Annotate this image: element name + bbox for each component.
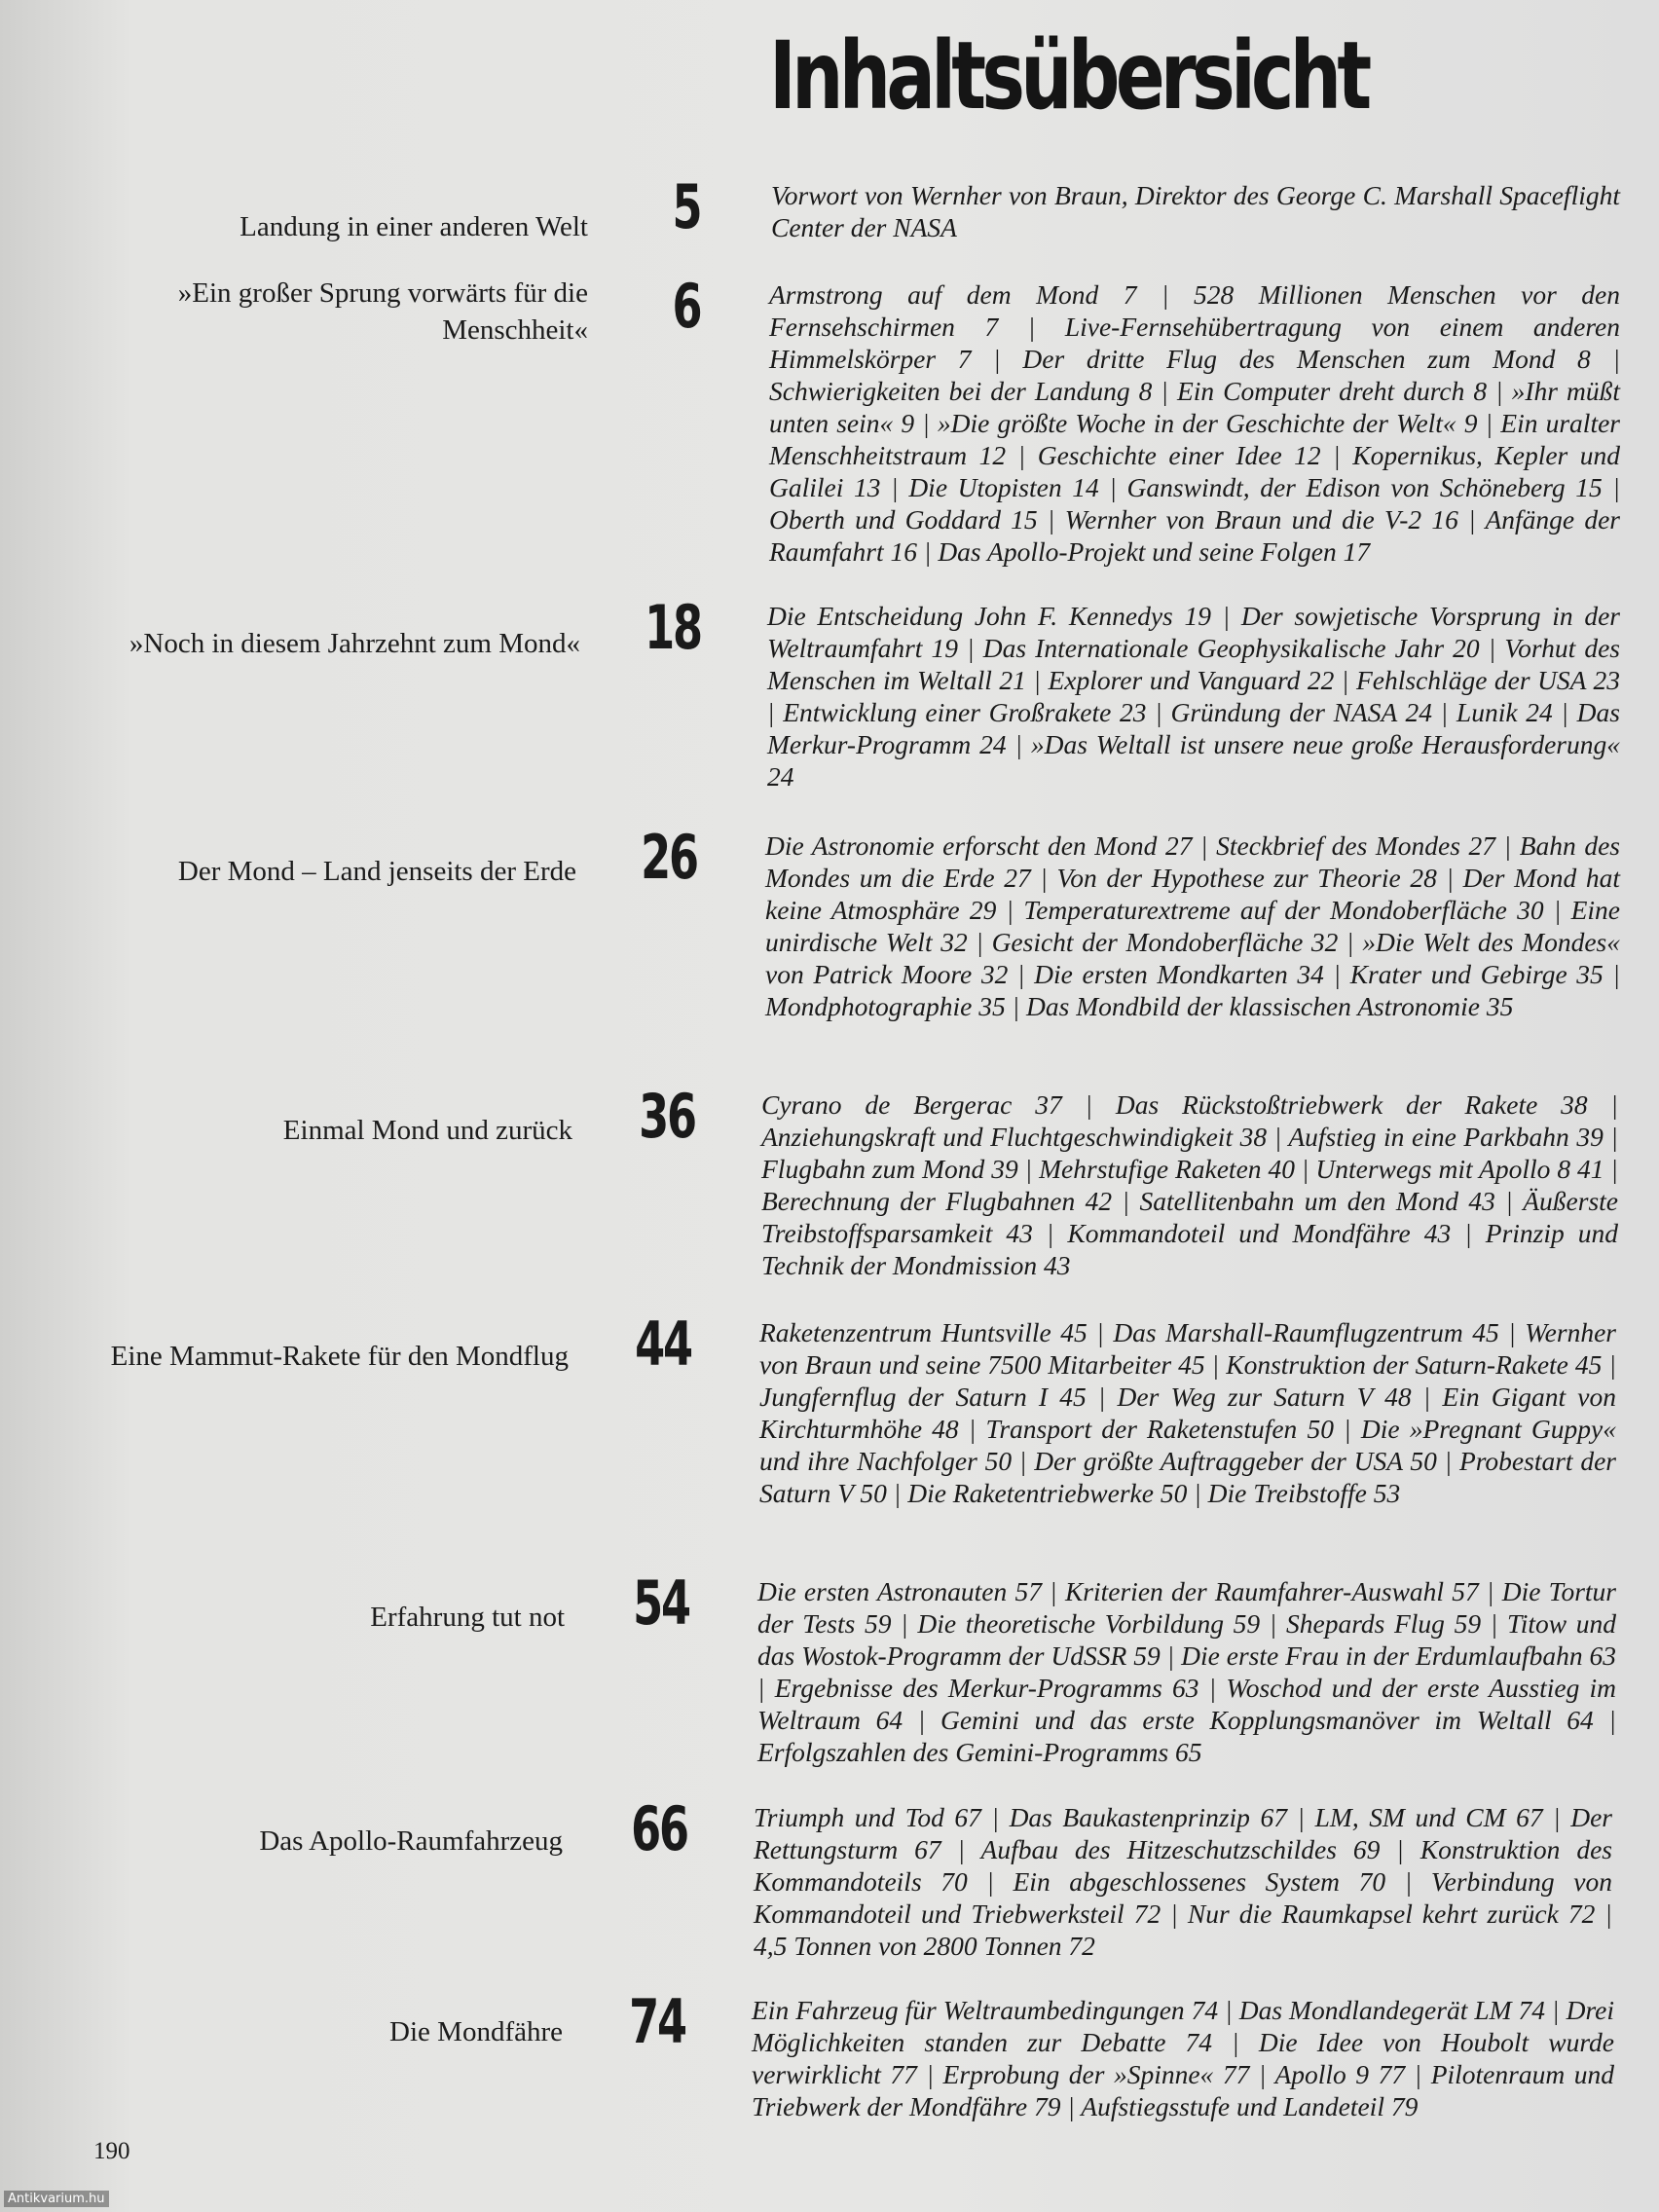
page-title: Inhaltsübersicht <box>769 21 1368 130</box>
chapter-title: Das Apollo-Raumfahrzeug <box>259 1825 563 1857</box>
chapter-page-number: 44 <box>635 1309 691 1380</box>
chapter-description: Raketenzentrum Huntsville 45 | Das Marshall-Raumflugzentrum 45 | Wernher von Braun und seine 7500 Mitarbeiter 45 | Konstruktion der Saturn-Rakete 45 | Jungfernflug der Saturn I 45 | Der Weg zur Saturn V 48 | Ein Gigant von Kirchturmhöhe 48 | Transport der Raketenstufen 50 | Die »Pregnant Guppy« und ihre Nachfolger 50 | Der größte Auftraggeber der USA 50 | Probestart der Saturn V 50 | Die Raketentriebwerke 50 | Die Treibstoffe 53 <box>759 1317 1616 1508</box>
chapter-title: Einmal Mond und zurück <box>282 1115 572 1146</box>
chapter-description: Cyrano de Bergerac 37 | Das Rückstoßtriebwerk der Rakete 38 | Anziehungskraft und Fluchtgeschwindigkeit 38 | Aufstieg in eine Parkbahn 39 | Flugbahn zum Mond 39 | Mehrstufige Raketen 40 | Unterwegs mit Apollo 8 41 | Berechnung der Flugbahnen 42 | Satellitenbahn um den Mond 43 | Äußerste Treibstoffsparsamkeit 43 | Kommandoteil und Mondfähre 43 | Prinzip und Technik der Mondmission 43 <box>761 1089 1618 1280</box>
chapter-page-number: 26 <box>641 822 697 893</box>
watermark: Antikvarium.hu <box>4 2191 109 2207</box>
chapter-description: Armstrong auf dem Mond 7 | 528 Millionen Menschen vor den Fernsehschirmen 7 | Live-Fernsehübertragung von einem anderen Himmelskörper 7 | Der dritte Flug des Menschen zum Mond 8 | Schwierigkeiten bei der Landung 8 | Ein Computer dreht durch 8 | »Ihr müßt unten sein« 9 | »Die größte Woche in der Geschichte der Welt« 9 | Ein uralter Menschheitstraum 12 | Geschichte einer Idee 12 | Kopernikus, Kepler und Galilei 13 | Die Utopisten 14 | Ganswindt, der Edison von Schöneberg 15 | Oberth und Goddard 15 | Wernher von Braun und die V-2 16 | Anfänge der Raumfahrt 16 | Das Apollo-Projekt und seine Folgen 17 <box>769 279 1620 567</box>
chapter-title: »Noch in diesem Jahrzehnt zum Mond« <box>129 628 580 659</box>
chapter-title: »Ein großer Sprung vorwärts für die Menschheit« <box>177 277 588 346</box>
chapter-title: Erfahrung tut not <box>370 1602 565 1633</box>
chapter-page-number: 54 <box>633 1567 689 1639</box>
chapter-page-number: 66 <box>631 1793 687 1864</box>
chapter-title: Der Mond – Land jenseits der Erde <box>177 856 576 887</box>
chapter-description: Ein Fahrzeug für Weltraumbedingungen 74 | Das Mondlandegerät LM 74 | Drei Möglichkeiten standen zur Debatte 74 | Die Idee von Houbolt wurde verwirklicht 77 | Erprobung der »Spinne« 77 | Apollo 9 77 | Pilotenraum und Triebwerk der Mondfähre 79 | Aufstiegsstufe und Landeteil 79 <box>752 1995 1614 2121</box>
page-number: 190 <box>93 2138 130 2164</box>
chapter-title: Die Mondfähre <box>389 2016 563 2047</box>
chapter-page-number: 5 <box>672 171 701 242</box>
chapter-page-number: 6 <box>672 271 701 342</box>
chapter-title: Eine Mammut-Rakete für den Mondflug <box>110 1341 569 1372</box>
chapter-description: Triumph und Tod 67 | Das Baukastenprinzip 67 | LM, SM und CM 67 | Der Rettungsturm 67 | Aufbau des Hitzeschutzschildes 69 | Konstruktion des Kommandoteils 70 | Ein abgeschlossenes System 70 | Verbindung von Kommandoteil und Triebwerksteil 72 | Nur die Raumkapsel kehrt zurück 72 | 4,5 Tonnen von 2800 Tonnen 72 <box>754 1802 1612 1961</box>
chapter-page-number: 74 <box>629 1986 685 2057</box>
chapter-page-number: 18 <box>645 592 701 663</box>
chapter-title: Landung in einer anderen Welt <box>240 211 588 242</box>
chapter-description: Die Astronomie erforscht den Mond 27 | Steckbrief des Mondes 27 | Bahn des Mondes um die Erde 27 | Von der Hypothese zur Theorie 28 | Der Mond hat keine Atmosphäre 29 | Temperaturextreme auf der Mondoberfläche 30 | Eine unirdische Welt 32 | Gesicht der Mondoberfläche 32 | »Die Welt des Mondes« von Patrick Moore 32 | Die ersten Mondkarten 34 | Krater und Gebirge 35 | Mondphotographie 35 | Das Mondbild der klassischen Astronomie 35 <box>765 830 1620 1021</box>
chapter-description: Vorwort von Wernher von Braun, Direktor des George C. Marshall Spaceflight Center der NASA <box>771 180 1620 242</box>
chapter-page-number: 36 <box>639 1081 695 1152</box>
chapter-description: Die Entscheidung John F. Kennedys 19 | Der sowjetische Vorsprung in der Weltraumfahrt 19 | Das Internationale Geophysikalische Jahr 20 | Vorhut des Menschen im Weltall 21 | Explorer und Vanguard 22 | Fehlschläge der USA 23 | Entwicklung einer Großrakete 23 | Gründung der NASA 24 | Lunik 24 | Das Merkur-Programm 24 | »Das Weltall ist unsere neue große Herausforderung« 24 <box>767 601 1620 792</box>
chapter-description: Die ersten Astronauten 57 | Kriterien der Raumfahrer-Auswahl 57 | Die Tortur der Tests 59 | Die theoretische Vorbildung 59 | Shepards Flug 59 | Titow und das Wostok-Programm der UdSSR 59 | Die erste Frau in der Erdumlaufbahn 63 | Ergebnisse des Merkur-Programms 63 | Woschod und der erste Ausstieg im Weltraum 64 | Gemini und das erste Kopplungsmanöver im Weltall 64 | Erfolgszahlen des Gemini-Programms 65 <box>757 1576 1616 1767</box>
